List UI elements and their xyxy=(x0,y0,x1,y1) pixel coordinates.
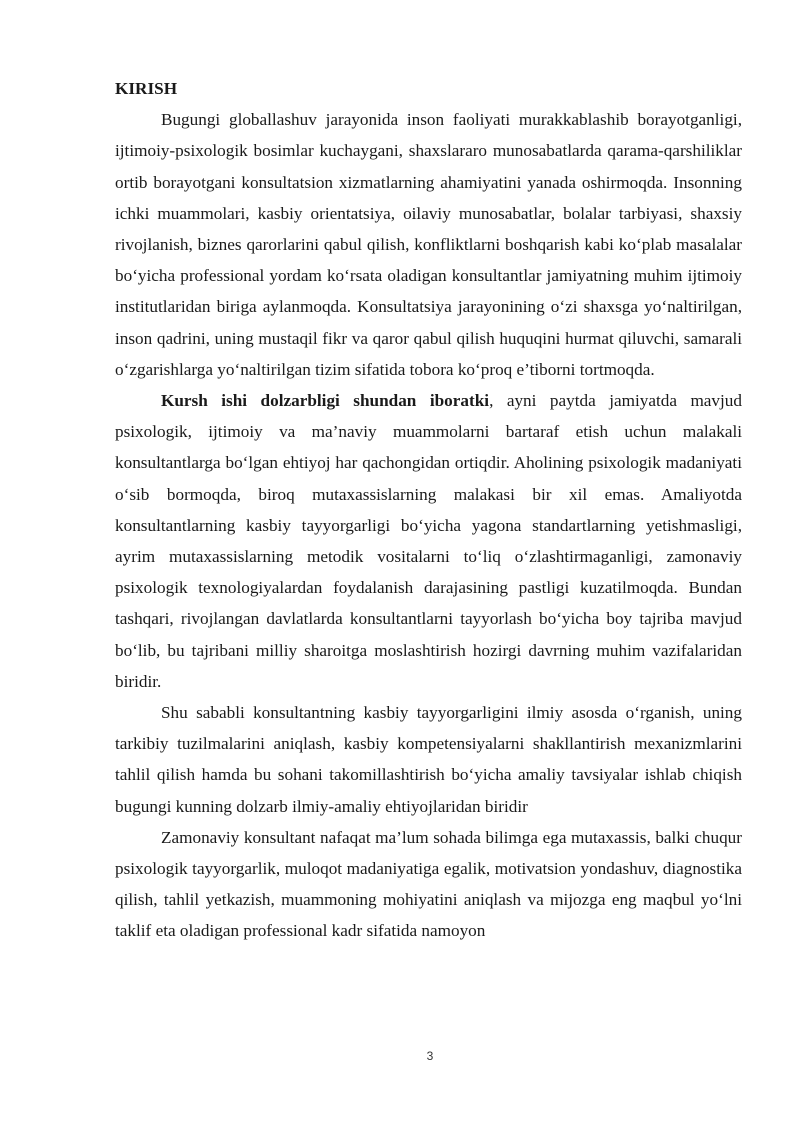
page-body xyxy=(115,73,742,947)
paragraph-4 xyxy=(115,822,742,947)
page-number: 3 xyxy=(426,1049,434,1063)
paragraph-3 xyxy=(115,697,742,822)
paragraph-text: Shu sababli konsultantning kasbiy tayyorgarligini ilmiy asosda o‘rganish, uning tarkibiy tuzilmalarini aniqlash, kasbiy kompetensiyalarni shakllantirish mexanizmlarini tahlil qilish hamda bu sohani takomillashtirish bo‘yicha amaliy tavsiyalar ishlab chiqish bugungi kunning dolzarb ilmiy-amaliy ehtiyojlaridan biridir xyxy=(115,703,742,816)
paragraph-2 xyxy=(115,385,742,697)
paragraph-text: Zamonaviy konsultant nafaqat ma’lum sohada bilimga ega mutaxassis, balki chuqur psixologik tayyorgarlik, muloqot madaniyatiga egalik, motivatsion yondashuv, diagnostika qilish, tahlil yetkazish, muammoning mohiyatini aniqlash va mijozga eng maqbul yo‘lni taklif eta oladigan professional kadr sifatida namoyon xyxy=(115,827,742,941)
paragraph-text: , ayni paytda jamiyatda mavjud psixologik, ijtimoiy va ma’naviy muammolarni bartaraf etish uchun malakali konsultantlarga bo‘lgan ehtiyoj har qachongidan ortiqdir. Aholining psixologik madaniyati o‘sib bormoqda, biroq mutaxassislarning malakasi bir xil emas. Amaliyotda konsultantlarning kasbiy tayyorgarligi bo‘yicha yagona standartlarning yetishmasligi, ayrim mutaxassislarning metodik vositalarni to‘liq o‘zlashtirmaganligi, zamonaviy psixologik texnologiyalardan foydalanish darajasining pastligi kuzatilmoqda. Bundan tashqari, rivojlangan davlatlarda konsultantlarni tayyorlash bo‘yicha boy tajriba mavjud bo‘lib, bu tajribani milliy sharoitga moslashtirish hozirgi davrning muhim vazifalaridan biridir. xyxy=(115,391,742,691)
paragraph-text: Bugungi globallashuv jarayonida inson faoliyati murakkablashib borayotganligi, ijtimoiy-psixologik bosimlar kuchaygani, shaxslararo munosabatlarda qarama-qarshiliklar ortib borayotgani konsultatsion xizmatlarning ahamiyatini yanada oshirmoqda. Insonning ichki muammolari, kasbiy orientatsiya, oilaviy munosabatlar, bolalar tarbiyasi, shaxsiy rivojlanish, biznes qarorlarini qabul qilish, konfliktlarni boshqarish kabi ko‘plab masalalar bo‘yicha professional yordam ko‘rsata oladigan konsultantlar jamiyatning muhim ijtimoiy institutlaridan biriga aylanmoqda. Konsultatsiya jarayonining o‘zi shaxsga yo‘naltirilgan, inson qadrini, uning mustaqil fikr va qaror qabul qilish huquqini hurmat qiluvchi, samarali o‘zgarishlarga yo‘naltirilgan tizim sifatida tobora ko‘proq e’tiborni tortmoqda. xyxy=(115,110,742,379)
section-heading: KIRISH xyxy=(115,79,178,98)
paragraph-lead-bold: Kursh ishi dolzarbligi shundan iboratki xyxy=(161,391,490,411)
paragraph-1 xyxy=(115,104,742,385)
